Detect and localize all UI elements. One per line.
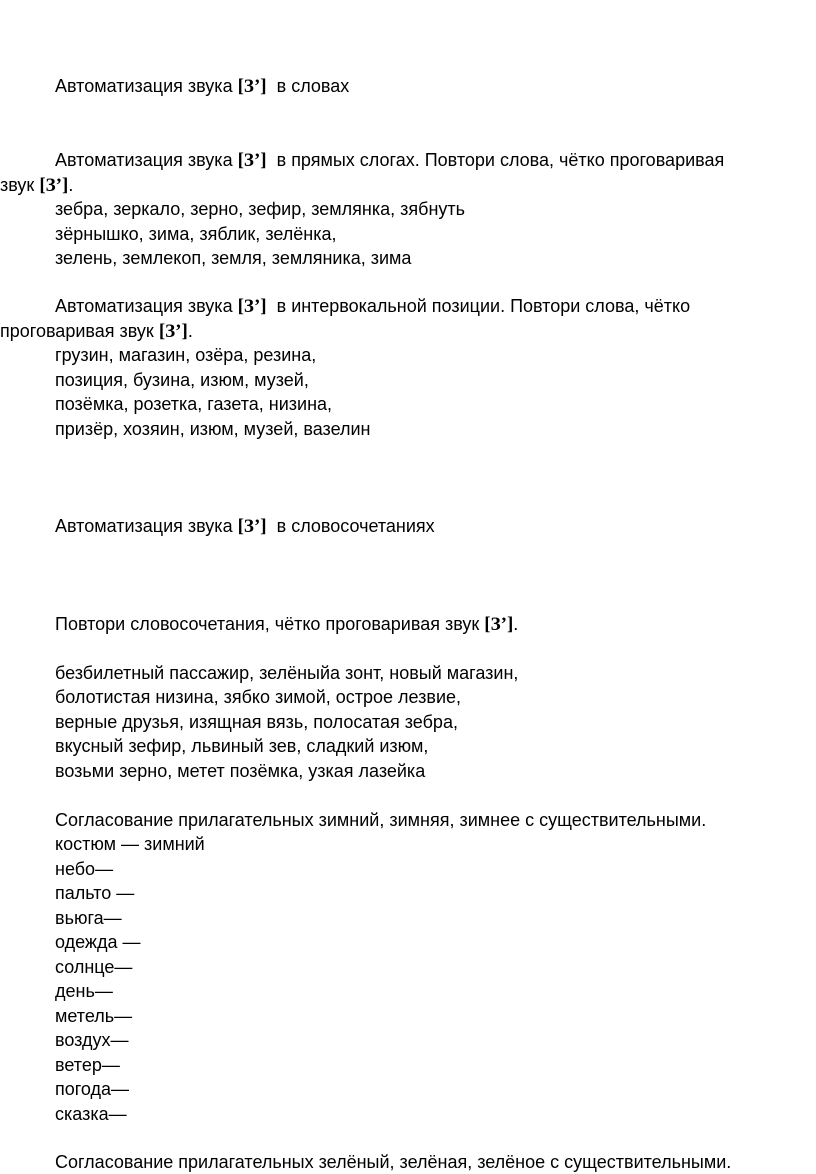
section5-prefix: Повтори словосочетания, чётко проговаривая звук	[55, 614, 480, 634]
word-line: зелень, землекоп, земля, земляника, зима	[55, 248, 412, 268]
sound-symbol: [З’]	[237, 150, 267, 171]
section7-heading: Согласование прилагательных зелёный, зелёная, зелёное с существительными.	[55, 1152, 732, 1172]
list-item: воздух—	[55, 1030, 129, 1050]
section3-suffix: в интервокальной позиции. Повтори слова, чётко	[276, 296, 691, 316]
list-item: сказка—	[55, 1104, 127, 1124]
section4-suffix: в словосочетаниях	[276, 516, 435, 536]
list-item: пальто —	[55, 883, 135, 903]
sound-symbol: [З’]	[237, 516, 267, 537]
period: .	[68, 175, 74, 195]
section1-heading	[55, 74, 349, 99]
section2-heading	[55, 148, 724, 173]
sound-symbol: [З’]	[237, 296, 267, 317]
list-item: день—	[55, 981, 113, 1001]
period: .	[513, 614, 519, 634]
phrase-line: безбилетный пассажир, зелёныйа зонт, новый магазин,	[55, 663, 519, 683]
list-item: солнце—	[55, 957, 133, 977]
phrase-line: болотистая низина, зябко зимой, острое лезвие,	[55, 687, 462, 707]
sound-symbol: [З’]	[158, 321, 188, 342]
sound-symbol: [З’]	[484, 614, 514, 635]
phrase-line: вкусный зефир, львиный зев, сладкий изюм,	[55, 736, 429, 756]
word-line: призёр, хозяин, изюм, музей, вазелин	[55, 419, 371, 439]
section1-prefix: Автоматизация звука	[55, 76, 233, 96]
section3-line2-prefix: проговаривая звук	[0, 321, 154, 341]
section3-heading-line2	[0, 319, 193, 344]
section1-suffix: в словах	[276, 76, 350, 96]
list-item: ветер—	[55, 1055, 120, 1075]
section3-heading	[55, 294, 690, 319]
period: .	[187, 321, 193, 341]
word-line: зебра, зеркало, зерно, зефир, землянка, зябнуть	[55, 199, 466, 219]
section2-prefix: Автоматизация звука	[55, 150, 233, 170]
phrase-line: возьми зерно, метет позёмка, узкая лазейка	[55, 761, 426, 781]
sound-symbol: [З’]	[39, 175, 69, 196]
list-item: одежда —	[55, 932, 141, 952]
list-item: вьюга—	[55, 908, 122, 928]
section2-heading-line2	[0, 173, 73, 198]
list-item: метель—	[55, 1006, 133, 1026]
list-item: небо—	[55, 859, 114, 879]
list-item: костюм — зимний	[55, 834, 205, 854]
sound-symbol: [З’]	[237, 76, 267, 97]
word-line: позёмка, розетка, газета, низина,	[55, 394, 333, 414]
word-line: позиция, бузина, изюм, музей,	[55, 370, 309, 390]
phrase-line: верные друзья, изящная вязь, полосатая зебра,	[55, 712, 458, 732]
word-line: грузин, магазин, озёра, резина,	[55, 345, 317, 365]
section6-heading: Согласование прилагательных зимний, зимняя, зимнее с существительными.	[55, 810, 707, 830]
section5-heading	[55, 612, 518, 637]
word-line: зёрнышко, зима, зяблик, зелёнка,	[55, 224, 337, 244]
section4-heading	[55, 514, 435, 539]
section3-prefix: Автоматизация звука	[55, 296, 233, 316]
section4-prefix: Автоматизация звука	[55, 516, 233, 536]
section2-suffix: в прямых слогах. Повтори слова, чётко проговаривая	[276, 150, 725, 170]
list-item: погода—	[55, 1079, 130, 1099]
section2-line2-prefix: звук	[0, 175, 35, 195]
